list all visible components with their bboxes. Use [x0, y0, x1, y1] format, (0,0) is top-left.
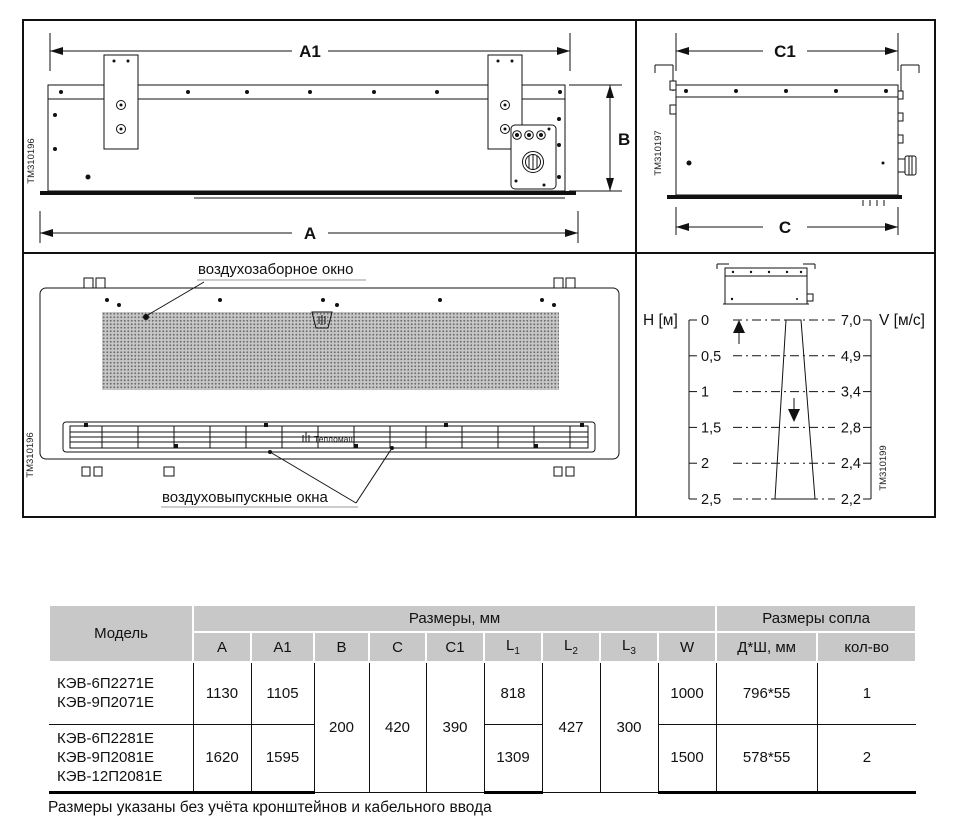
drawing-code-tm310196: TM310196 [26, 138, 37, 184]
hanging-flange-right [901, 65, 919, 91]
panel-side-view [637, 21, 934, 254]
col-header-nozzle-size: Д*Ш, мм [716, 632, 817, 662]
cell-a-2: 1620 [193, 724, 251, 792]
l3-base: L [622, 637, 631, 654]
dimension-b [569, 85, 630, 191]
col-header-b: B [314, 632, 369, 662]
rear-view-drawing [24, 21, 635, 252]
l1-base: L [506, 637, 515, 654]
h-tick-25: 2,5 [701, 492, 722, 508]
l2-base: L [564, 637, 573, 654]
col-header-qty: кол-во [817, 632, 916, 662]
col-header-w: W [658, 632, 716, 662]
col-header-a1: A1 [251, 632, 314, 662]
drawing-code-tm310197: TM310197 [653, 130, 664, 176]
cell-l1-1: 818 [484, 662, 542, 724]
airflow-chart [637, 254, 934, 516]
cell-l3-shared: 300 [600, 662, 658, 792]
cell-l1-2: 1309 [484, 724, 542, 792]
col-header-model: Модель [49, 605, 193, 662]
l3-sub: 3 [630, 646, 636, 657]
dim-label-c1: C1 [774, 42, 796, 61]
mesh-notch [312, 312, 332, 328]
outflow-arrow-icon [788, 398, 800, 422]
l2-sub: 2 [572, 646, 578, 657]
dim-label-b: B [618, 130, 631, 149]
h-axis-bracket [689, 320, 697, 499]
v-axis-bracket [863, 320, 871, 499]
dim-label-c: C [778, 218, 792, 237]
v-tick-28: 2,8 [840, 420, 861, 437]
h-tick-15: 1,5 [701, 420, 722, 437]
dimension-c [676, 207, 898, 237]
model-name: КЭВ-9П2081Е [57, 749, 155, 766]
cable-gland [898, 156, 916, 175]
panel-front-view [24, 254, 637, 516]
outlet-windows-label: воздуховыпускные окна [162, 489, 328, 506]
cell-w-2: 1500 [658, 724, 716, 792]
h-tick-labels [701, 313, 721, 508]
dimension-c1 [676, 33, 898, 71]
col-header-c: C [369, 632, 426, 662]
col-group-dimensions: Размеры, мм [193, 605, 716, 632]
col-header-l1 [484, 632, 542, 662]
side-view-drawing [637, 21, 934, 252]
intake-window-label: воздухозаборное окно [198, 261, 354, 278]
model-name: КЭВ-12П2081Е [57, 768, 163, 785]
cell-w-1: 1000 [658, 662, 716, 724]
drawing-code-tm310196-front: TM310196 [25, 432, 36, 478]
h-axis-label: H [м] [643, 312, 678, 329]
cell-a1-2: 1595 [251, 724, 314, 792]
connection-box [511, 125, 556, 189]
panel-airflow-chart [637, 254, 934, 516]
drawing-figure [22, 19, 936, 518]
header-row-groups [49, 605, 916, 632]
v-tick-labels [841, 313, 861, 508]
h-tick-0: 0 [701, 313, 710, 329]
v-tick-70: 7,0 [840, 313, 861, 329]
cell-c-shared: 420 [369, 662, 426, 792]
footnote: Размеры указаны без учёта кронштейнов и кабельного ввода [48, 799, 492, 816]
cell-models-1 [49, 662, 193, 724]
panel-rear-view [24, 21, 637, 254]
cell-qty-1: 1 [817, 662, 916, 724]
front-view-drawing [24, 254, 635, 516]
cell-c1-shared: 390 [426, 662, 484, 792]
v-tick-49: 4,9 [840, 348, 861, 365]
h-tick-1: 1 [701, 384, 710, 401]
h-tick-2: 2 [701, 456, 710, 473]
dim-label-a1: A1 [299, 42, 321, 61]
table-row-1 [49, 662, 916, 724]
cell-models-2 [49, 724, 193, 792]
cell-b-shared: 200 [314, 662, 369, 792]
v-tick-34: 3,4 [840, 384, 861, 401]
cell-l2-shared: 427 [542, 662, 600, 792]
model-name: КЭВ-6П2271Е [57, 675, 155, 693]
mounting-bracket-left [104, 55, 138, 149]
col-header-c1: C1 [426, 632, 484, 662]
outlet-grille [63, 422, 595, 452]
col-group-nozzle: Размеры сопла [716, 605, 916, 632]
intake-callout [143, 261, 366, 320]
cell-a1-1: 1105 [251, 662, 314, 724]
model-name: КЭВ-6П2281Е [57, 730, 155, 747]
cell-a-1: 1130 [193, 662, 251, 724]
mini-unit-drawing [717, 264, 815, 304]
unit-body-side [667, 81, 903, 206]
brand-text: Тепломаш [314, 434, 356, 444]
bottom-hooks [82, 467, 574, 476]
v-tick-22: 2,2 [840, 492, 861, 508]
spec-table [48, 604, 917, 794]
cell-qty-2: 2 [817, 724, 916, 792]
l1-sub: 1 [514, 646, 520, 657]
col-header-l3 [600, 632, 658, 662]
dimension-a [40, 211, 578, 243]
model-name: КЭВ-9П2071Е [57, 694, 155, 712]
outlet-callout [161, 446, 394, 507]
dim-label-a: A [303, 224, 317, 243]
col-header-l2 [542, 632, 600, 662]
drawing-code-tm310199: TM310199 [878, 445, 889, 491]
v-tick-24: 2,4 [840, 456, 861, 473]
intake-arrow-icon [733, 320, 745, 344]
col-header-a: A [193, 632, 251, 662]
cell-nozzle-1: 796*55 [716, 662, 817, 724]
h-tick-05: 0,5 [701, 348, 722, 365]
cell-nozzle-2: 578*55 [716, 724, 817, 792]
v-axis-label: V [м/с] [879, 312, 925, 329]
